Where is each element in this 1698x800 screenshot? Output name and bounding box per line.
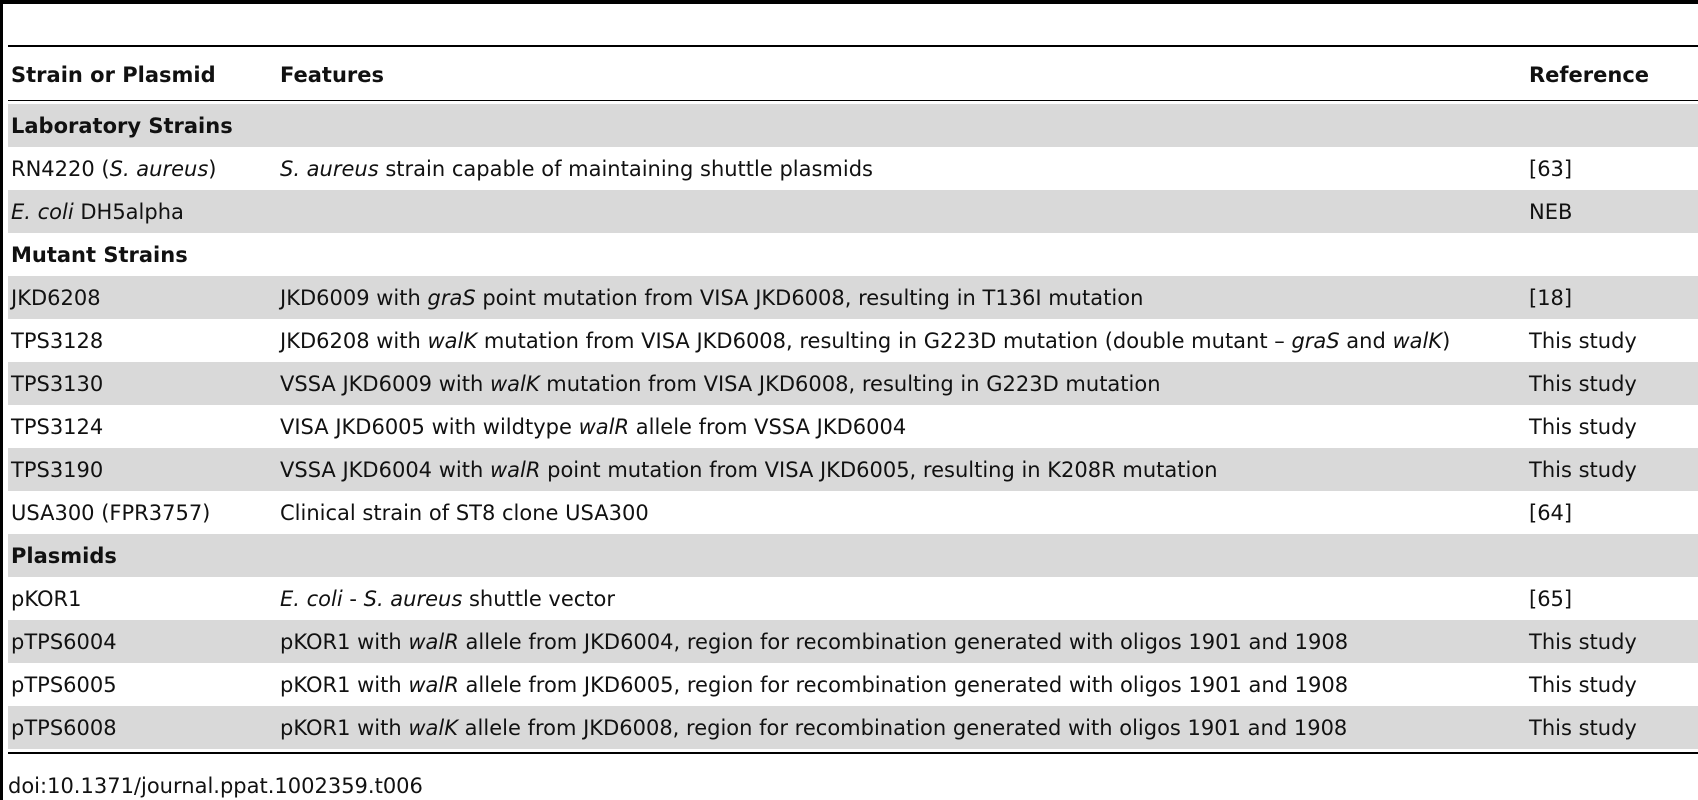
strain-cell: pTPS6004 — [11, 630, 117, 654]
header-features: Features — [280, 63, 384, 87]
header-reference: Reference — [1529, 63, 1650, 87]
section-label: Laboratory Strains — [11, 114, 233, 138]
strain-cell: RN4220 (S. aureus) — [11, 157, 217, 181]
strain-cell: pTPS6008 — [11, 716, 117, 740]
strain-cell: pTPS6005 — [11, 673, 117, 697]
reference-cell: [64] — [1529, 501, 1573, 525]
reference-cell: This study — [1529, 415, 1637, 439]
table-row — [8, 577, 1698, 620]
table-row — [8, 620, 1698, 663]
doi-link[interactable]: doi:10.1371/journal.ppat.1002359.t006 — [8, 774, 423, 798]
strain-cell: TPS3130 — [11, 372, 104, 396]
section-label: Plasmids — [11, 544, 117, 568]
strain-cell: USA300 (FPR3757) — [11, 501, 211, 525]
reference-cell: This study — [1529, 630, 1637, 654]
features-cell: Clinical strain of ST8 clone USA300 — [280, 501, 649, 525]
features-cell: E. coli - S. aureus shuttle vector — [280, 587, 616, 611]
features-cell: JKD6009 with graS point mutation from VISA JKD6008, resulting in T136I mutation — [280, 286, 1144, 310]
table-row — [8, 276, 1698, 319]
reference-cell: This study — [1529, 673, 1637, 697]
strain-cell: TPS3124 — [11, 415, 104, 439]
features-cell: S. aureus strain capable of maintaining shuttle plasmids — [280, 157, 873, 181]
section-row-plasmids — [8, 534, 1698, 577]
features-cell: VSSA JKD6004 with walR point mutation from VISA JKD6005, resulting in K208R mutation — [280, 458, 1218, 482]
features-cell: pKOR1 with walR allele from JKD6004, region for recombination generated with oligos 1901 and 1908 — [280, 630, 1349, 654]
table-row — [8, 663, 1698, 706]
reference-cell: [63] — [1529, 157, 1573, 181]
table-row — [8, 448, 1698, 491]
features-cell: pKOR1 with walR allele from JKD6005, region for recombination generated with oligos 1901 and 1908 — [280, 673, 1349, 697]
strain-cell: TPS3190 — [11, 458, 104, 482]
table-row — [8, 491, 1698, 534]
table-row — [8, 190, 1698, 233]
strain-cell: JKD6208 — [11, 286, 101, 310]
table-body — [8, 104, 1698, 749]
top-rule — [0, 0, 1698, 4]
table-row — [8, 706, 1698, 749]
section-label: Mutant Strains — [11, 243, 188, 267]
table-row — [8, 319, 1698, 362]
section-row-laboratory — [8, 104, 1698, 147]
bottom-rule — [8, 752, 1698, 754]
header-strain: Strain or Plasmid — [11, 63, 216, 87]
table-header — [8, 47, 1698, 101]
reference-cell: This study — [1529, 372, 1637, 396]
features-cell: VISA JKD6005 with wildtype walR allele from VSSA JKD6004 — [280, 415, 907, 439]
reference-cell: This study — [1529, 458, 1637, 482]
reference-cell: This study — [1529, 716, 1637, 740]
features-cell: pKOR1 with walK allele from JKD6008, region for recombination generated with oligos 1901 and 1908 — [280, 716, 1348, 740]
reference-cell: NEB — [1529, 200, 1573, 224]
table-row — [8, 362, 1698, 405]
table-row — [8, 405, 1698, 448]
strain-cell: E. coli DH5alpha — [11, 200, 184, 224]
section-row-mutant — [8, 233, 1698, 276]
left-border — [0, 0, 3, 800]
table-row — [8, 147, 1698, 190]
features-cell: JKD6208 with walK mutation from VISA JKD6008, resulting in G223D mutation (double mutant – graS and walK) — [280, 329, 1451, 353]
strain-cell: TPS3128 — [11, 329, 104, 353]
strain-cell: pKOR1 — [11, 587, 82, 611]
reference-cell: [18] — [1529, 286, 1573, 310]
reference-cell: [65] — [1529, 587, 1573, 611]
features-cell: VSSA JKD6009 with walK mutation from VISA JKD6008, resulting in G223D mutation — [280, 372, 1161, 396]
reference-cell: This study — [1529, 329, 1637, 353]
